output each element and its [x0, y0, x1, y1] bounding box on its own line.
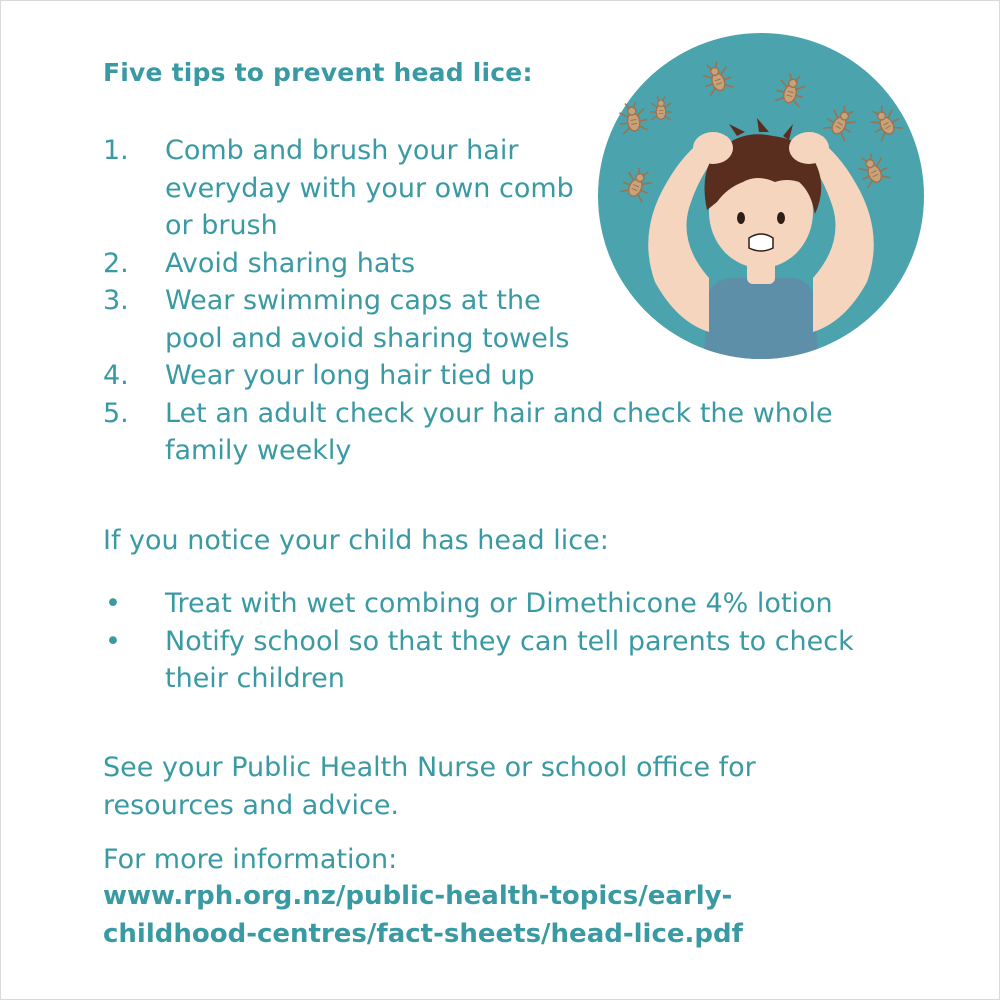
- bullet-mark: •: [105, 625, 121, 657]
- treatment-text: Notify school so that they can tell parents to check their children: [165, 625, 854, 694]
- page-title: Five tips to prevent head lice:: [103, 58, 533, 87]
- tip-text: Let an adult check your hair and check the whole family weekly: [165, 397, 833, 466]
- tip-text: Comb and brush your hair everyday with your own comb or brush: [165, 135, 574, 241]
- tip-text: Wear swimming caps at the pool and avoid sharing towels: [165, 285, 570, 354]
- info-link[interactable]: www.rph.org.nz/public-health-topics/early-childhood-centres/fact-sheets/head-lice.pdf: [103, 881, 743, 949]
- tip-text: Avoid sharing hats: [165, 247, 416, 279]
- tip-number: 4.: [103, 360, 129, 391]
- bullet-mark: •: [105, 588, 121, 619]
- more-info-label: For more information:: [103, 844, 398, 875]
- tip-item: [103, 132, 585, 245]
- shirt-shape: [703, 278, 819, 360]
- advice-text: See your Public Health Nurse or school office for resources and advice.: [103, 752, 756, 821]
- tip-number: 2.: [103, 247, 129, 279]
- right-hand-shape: [789, 132, 829, 164]
- right-eye: [777, 212, 785, 224]
- mouth-shape: [749, 234, 773, 251]
- tip-number: 3.: [103, 285, 129, 316]
- tip-item: [103, 282, 595, 357]
- left-eye: [737, 212, 745, 224]
- treatment-list: [103, 585, 863, 698]
- treatment-item: [103, 585, 863, 623]
- child-with-head-lice-illustration: [597, 32, 925, 360]
- tip-item: [103, 357, 635, 395]
- left-hand-shape: [693, 132, 733, 164]
- treatment-text: Treat with wet combing or Dimethicone 4% lotion: [165, 588, 833, 619]
- lice-notice-lead: If you notice your child has head lice:: [103, 525, 609, 556]
- tip-text: Wear your long hair tied up: [165, 360, 535, 391]
- tip-number: 5.: [103, 397, 129, 429]
- tip-item: [103, 395, 865, 470]
- tip-number: 1.: [103, 135, 129, 166]
- treatment-item: [103, 623, 863, 698]
- tip-item: [103, 245, 605, 283]
